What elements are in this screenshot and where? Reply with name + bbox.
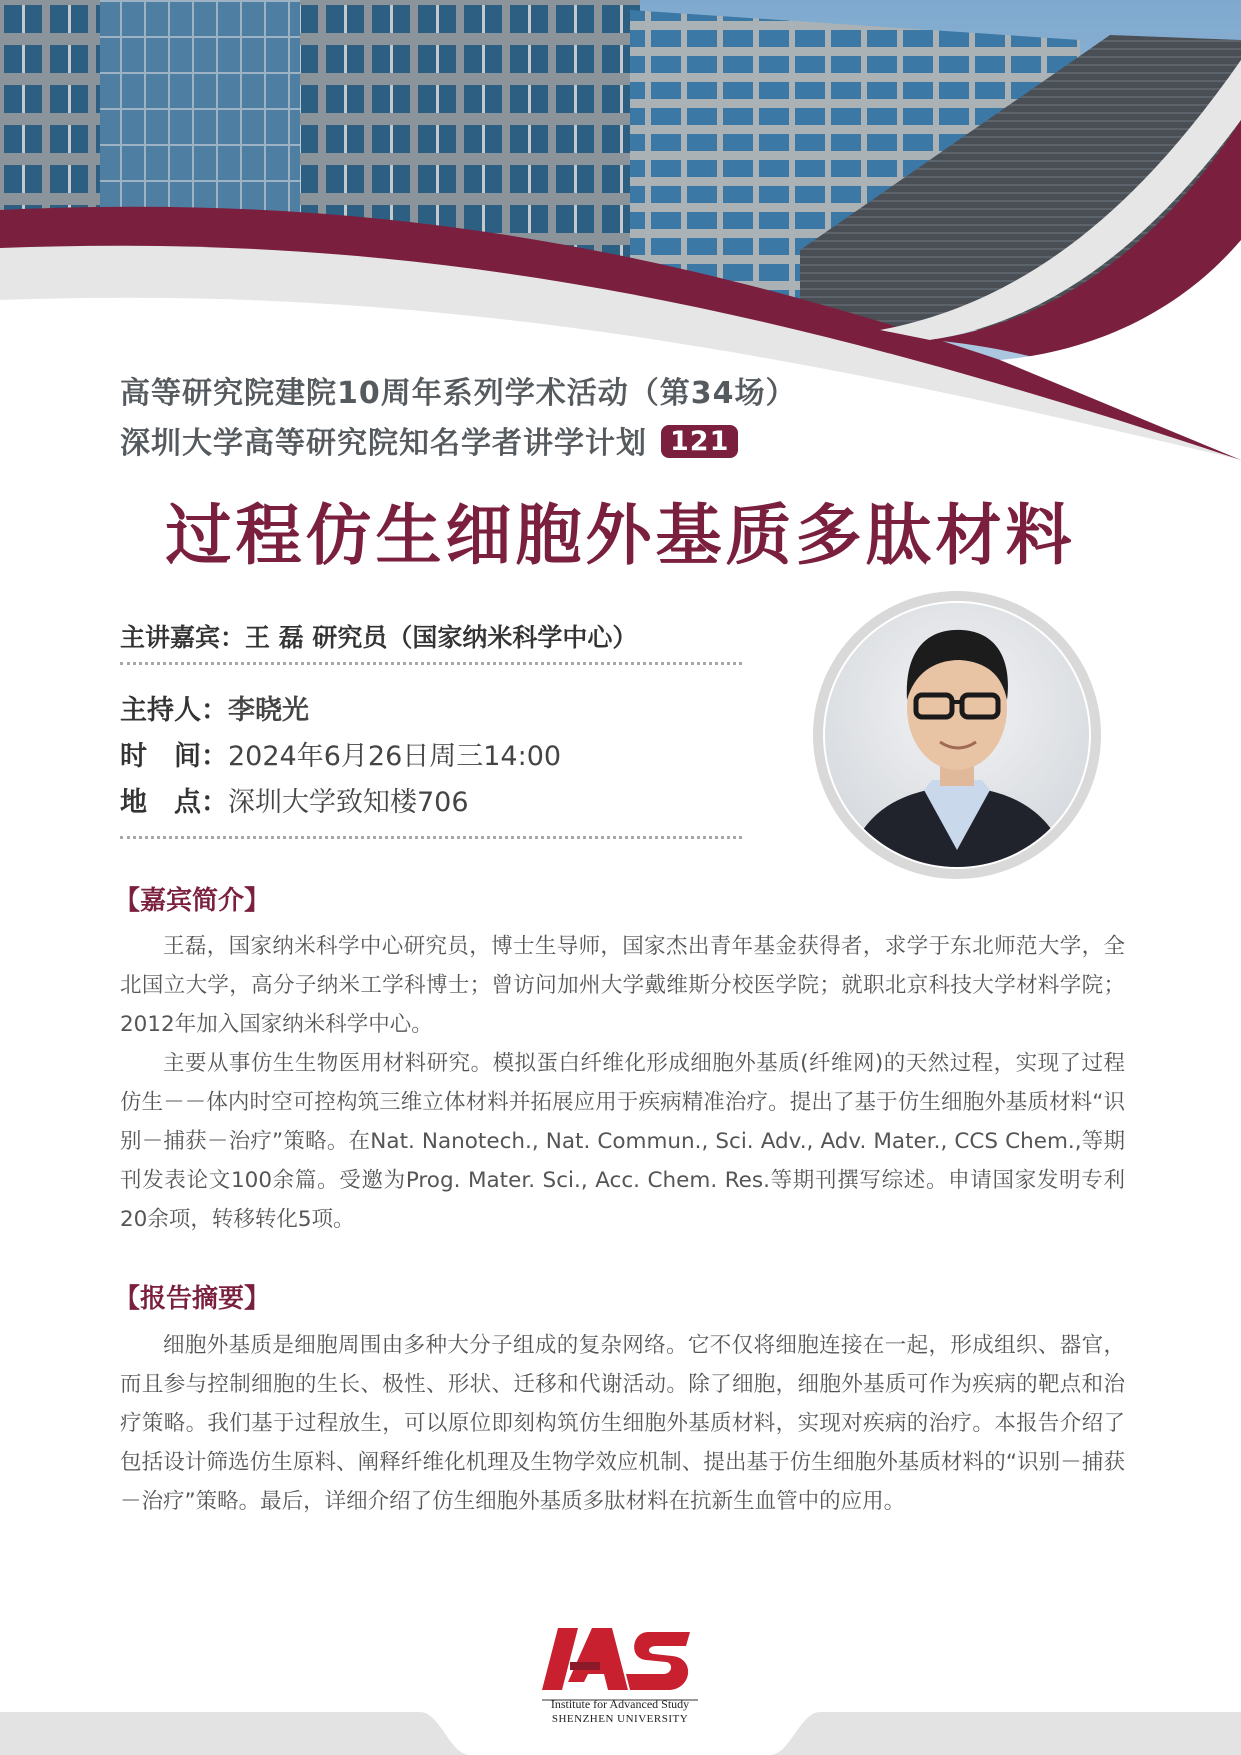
bio-heading: 【嘉宾简介】 — [114, 886, 271, 916]
host-row — [120, 688, 309, 727]
bio-text — [120, 927, 1125, 1239]
speaker-line — [120, 618, 637, 654]
program-number-badge: 121 — [661, 425, 738, 458]
talk-title: 过程仿生细胞外基质多肽材料 — [165, 497, 1076, 574]
logo-caption-university: SHENZHEN UNIVERSITY — [551, 1713, 689, 1725]
abstract-heading: 【报告摘要】 — [114, 1284, 271, 1314]
place-value: 深圳大学致知楼706 — [228, 787, 469, 818]
bio-paragraph: 主要从事仿生生物医用材料研究。模拟蛋白纤维化形成细胞外基质(纤维网)的天然过程，实现了过程仿生－－体内时空可控构筑三维立体材料并拓展应用于疾病精准治疗。提出了基于仿生细胞外基质材料“识别－捕获－治疗”策略。在Nat. Nanotech., Nat. Commun., Sci. Adv., Adv. Mater., CCS Chem.,等期刊发表论文100余篇。受邀为Prog. Mater. Sci., Acc. Chem. Res.等期刊撰写综述。申请国家发明专利20余项，转移转化5项。 — [120, 1051, 1125, 1232]
logo-caption-english: Institute for Advanced Study — [550, 1697, 690, 1711]
series-subtitle: 高等研究院建院10周年系列学术活动（第34场） — [120, 376, 797, 411]
abstract-paragraph: 细胞外基质是细胞周围由多种大分子组成的复杂网络。它不仅将细胞连接在一起，形成组织、器官，而且参与控制细胞的生长、极性、形状、迁移和代谢活动。除了细胞，细胞外基质可作为疾病的靶点和治疗策略。我们基于过程放生，可以原位即刻构筑仿生细胞外基质材料，实现对疾病的治疗。本报告介绍了包括设计筛选仿生原料、阐释纤维化机理及生物学效应机制、提出基于仿生细胞外基质材料的“识别－捕获－治疗”策略。最后，详细介绍了仿生细胞外基质多肽材料在抗新生血管中的应用。 — [120, 1333, 1125, 1514]
bio-paragraph: 王磊，国家纳米科学中心研究员，博士生导师，国家杰出青年基金获得者，求学于东北师范大学，全北国立大学，高分子纳米工学科博士；曾访问加州大学戴维斯分校医学院；就职北京科技大学材料学院；2012年加入国家纳米科学中心。 — [120, 934, 1125, 1037]
time-value: 2024年6月26日周三14:00 — [228, 741, 562, 772]
time-row — [120, 734, 561, 773]
program-subtitle — [120, 418, 738, 462]
abstract-text — [120, 1326, 1125, 1521]
speaker-portrait — [812, 590, 1102, 880]
divider-bottom — [120, 836, 742, 839]
host-value: 李晓光 — [228, 695, 309, 726]
time-label: 时 间： — [120, 741, 228, 772]
speaker-label: 主讲嘉宾： — [120, 623, 246, 652]
divider-top — [120, 662, 742, 665]
speaker-name: 王 磊 研究员（国家纳米科学中心） — [245, 623, 638, 652]
host-label: 主持人： — [120, 695, 228, 726]
place-label: 地 点： — [120, 787, 228, 818]
program-name: 深圳大学高等研究院知名学者讲学计划 — [120, 426, 647, 461]
place-row — [120, 780, 469, 819]
